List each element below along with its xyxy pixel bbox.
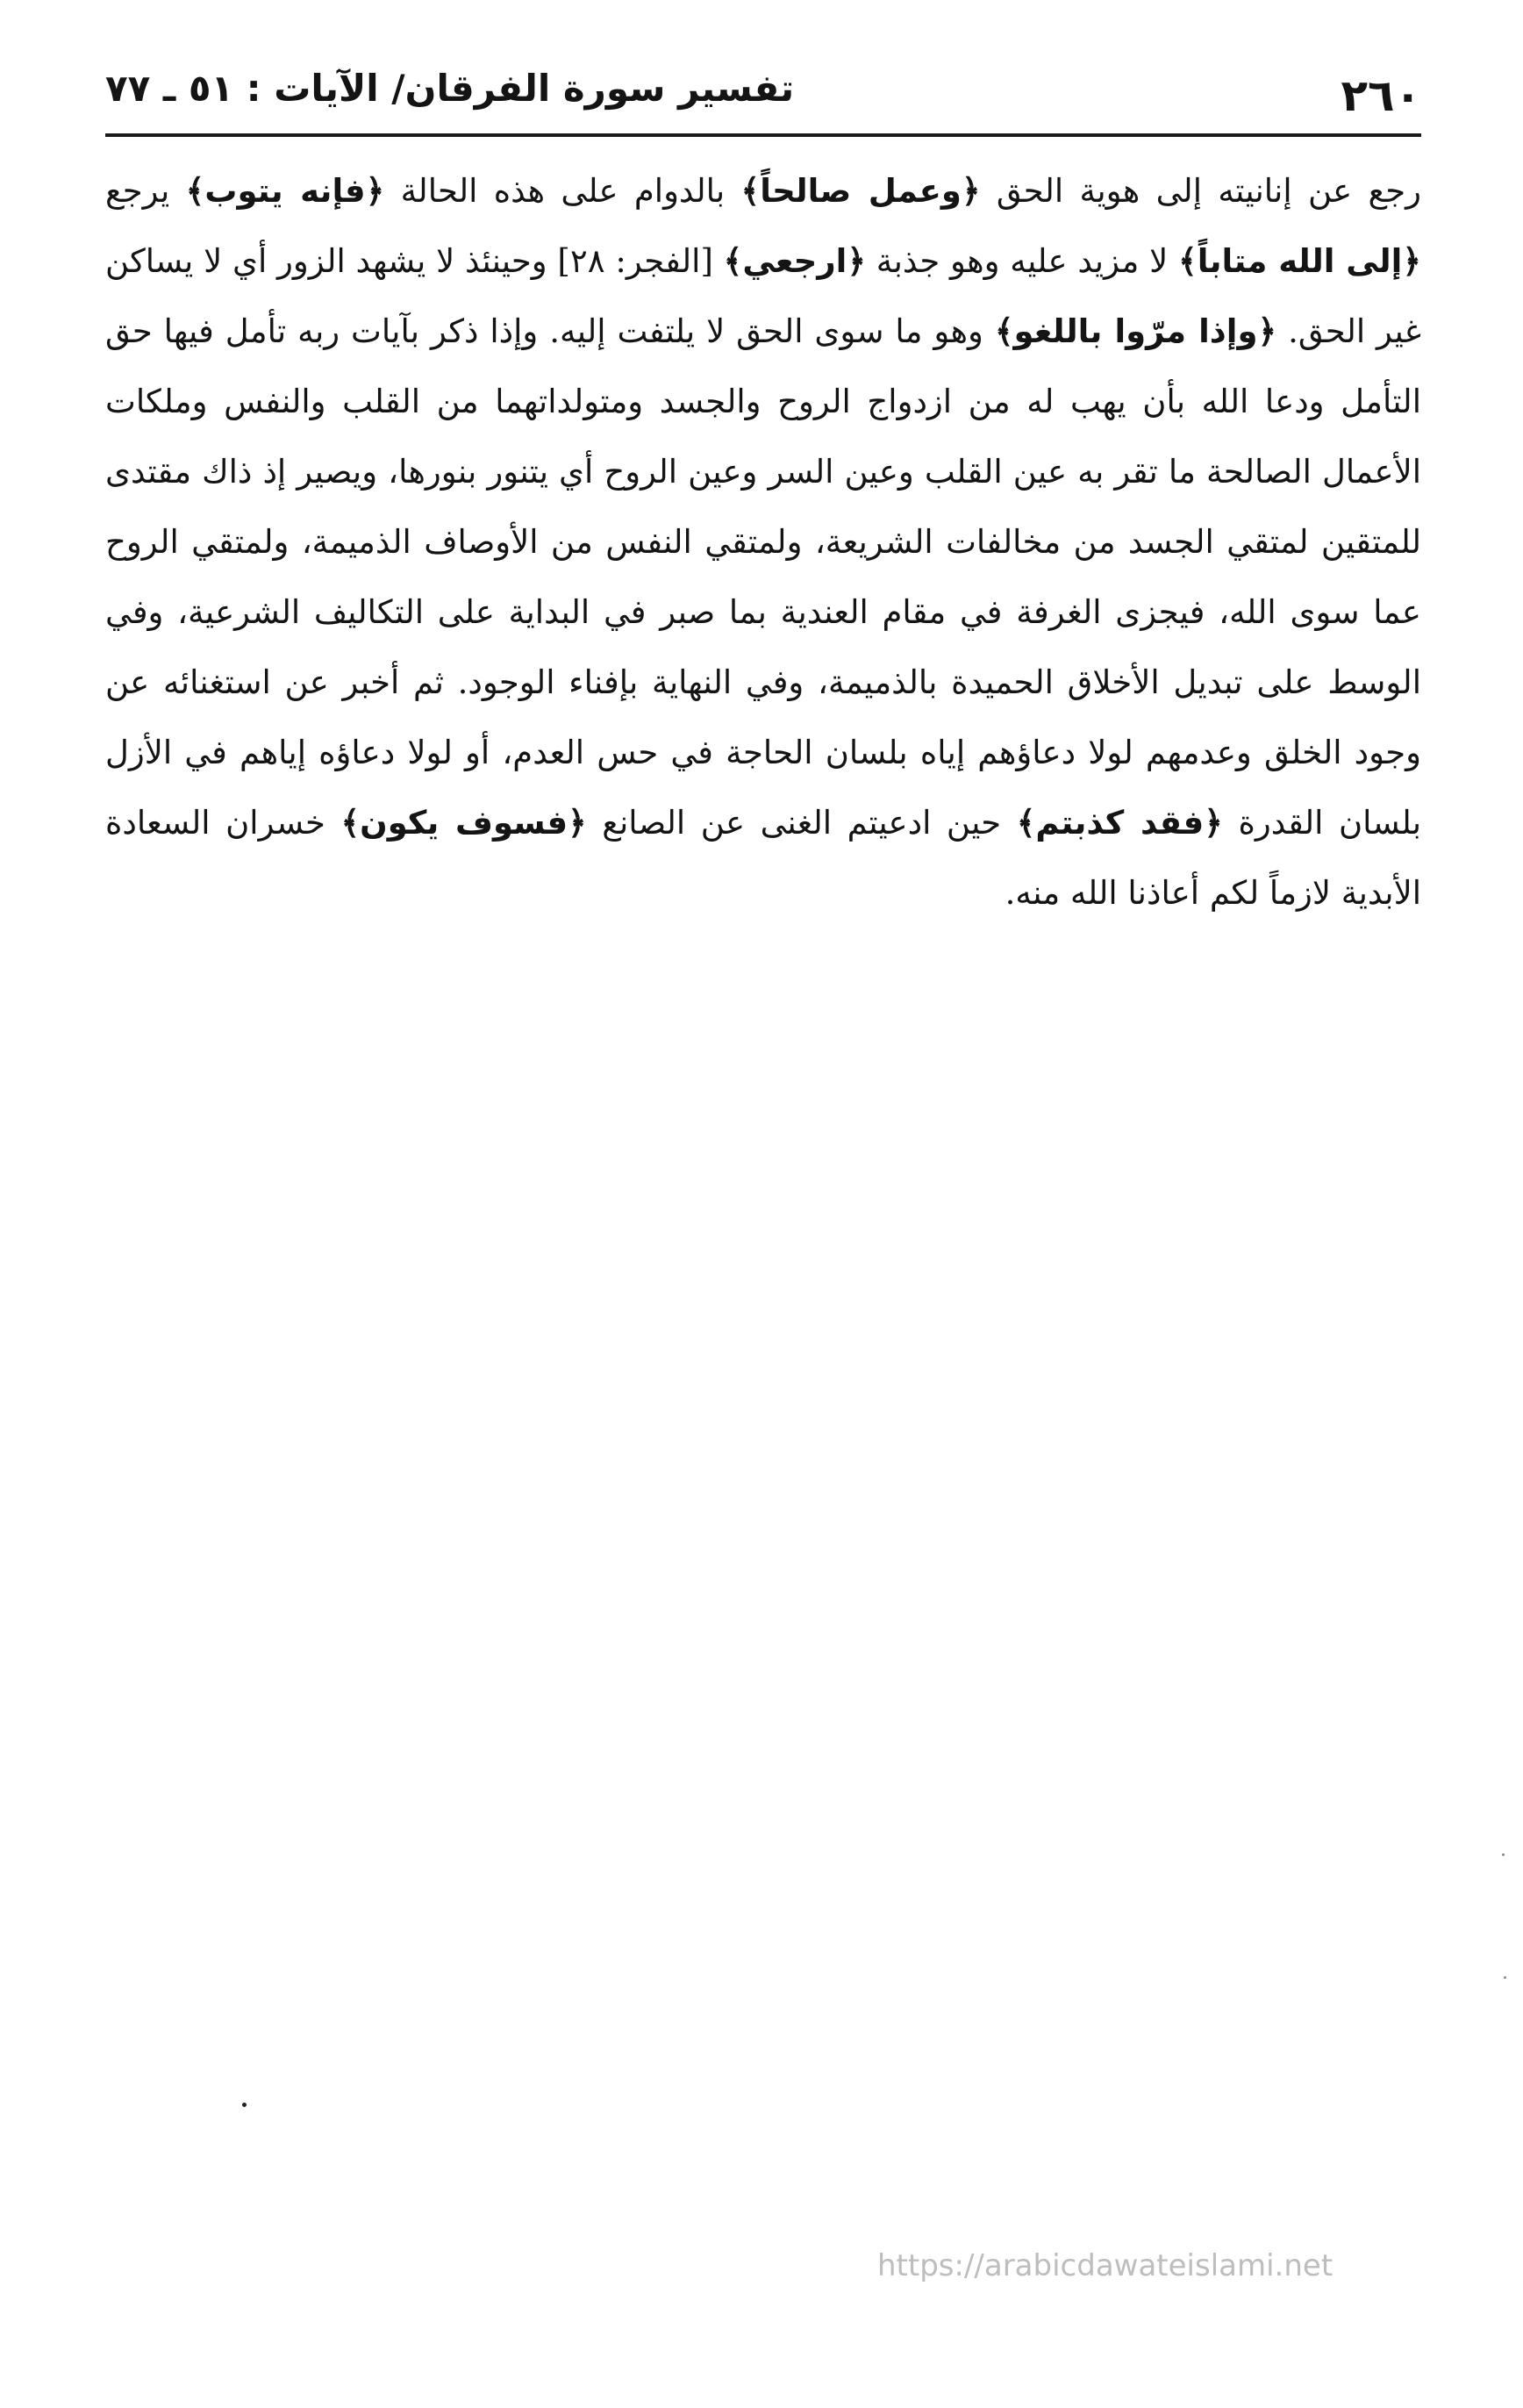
quran-verse-quote: ﴿فقد كذبتم﴾ xyxy=(1016,804,1223,842)
body-text xyxy=(105,156,1421,928)
quran-verse-quote: ﴿فسوف يكون﴾ xyxy=(340,804,587,842)
body-text-segment: بالدوام على هذه الحالة xyxy=(384,172,741,210)
paragraph xyxy=(105,156,1421,928)
watermark-url: https://arabicdawateislami.net xyxy=(877,2248,1334,2283)
quran-verse-quote: ﴿فإنه يتوب﴾ xyxy=(185,172,385,210)
running-header xyxy=(105,63,1421,133)
scan-speck xyxy=(1504,1976,1506,1979)
body-text-segment: [الفجر: ٢٨] وحينئذ لا يشهد الزور أي لا يساكن غير الحق. xyxy=(105,242,1421,350)
body-text-segment: وهو ما سوى الحق لا يلتفت إليه. وإذا ذكر بآيات ربه تأمل فيها حق التأمل ودعا الله بأن يهب له من ازدواج الروح والجسد ومتولداتهما من القلب والنفس وملكات الأعمال الصالحة ما تقر به عين القلب وعين السر وعين الروح أي يتنور بنورها، ويصير إذ ذاك مقتدى للمتقين لمتقي الجسد من مخالفات الشريعة، ولمتقي النفس من الأوصاف الذميمة، ولمتقي الروح عما سوى الله، فيجزى الغرفة في مقام العندية بما صبر في البداية على التكاليف الشرعية، وفي الوسط على تبديل الأخلاق الحميدة بالذميمة، وفي النهاية بإفناء الوجود. ثم أخبر عن استغنائه عن وجود الخلق وعدمهم لولا دعاؤهم إياه بلسان الحاجة في حس العدم، أو لولا دعاؤه إياهم في الأزل بلسان القدرة xyxy=(105,312,1421,842)
body-text-segment: رجع عن إنانيته إلى هوية الحق xyxy=(980,172,1421,210)
body-text-segment: لا مزيد عليه وهو جذبة xyxy=(866,242,1179,280)
body-text-segment: خسران السعادة الأبدية لازماً لكم أعاذنا الله منه. xyxy=(105,804,1421,912)
header-rule xyxy=(105,133,1421,137)
quran-verse-quote: ﴿وإذا مرّوا باللغو﴾ xyxy=(994,312,1277,350)
quran-verse-quote: ﴿إلى الله متاباً﴾ xyxy=(1178,242,1421,280)
quran-verse-quote: ﴿وعمل صالحاً﴾ xyxy=(740,172,981,210)
body-text-segment: يرجع xyxy=(105,172,186,210)
running-title: تفسير سورة الفرقان/ الآيات : ٥١ ـ ٧٧ xyxy=(105,67,795,110)
scan-speck xyxy=(1502,1853,1505,1856)
quran-verse-quote: ﴿ارجعي﴾ xyxy=(723,242,866,280)
body-text-segment: حين ادعيتم الغنى عن الصانع xyxy=(586,804,1017,842)
page-number: ٢٦٠ xyxy=(1341,70,1421,121)
scan-speck xyxy=(242,2103,247,2107)
